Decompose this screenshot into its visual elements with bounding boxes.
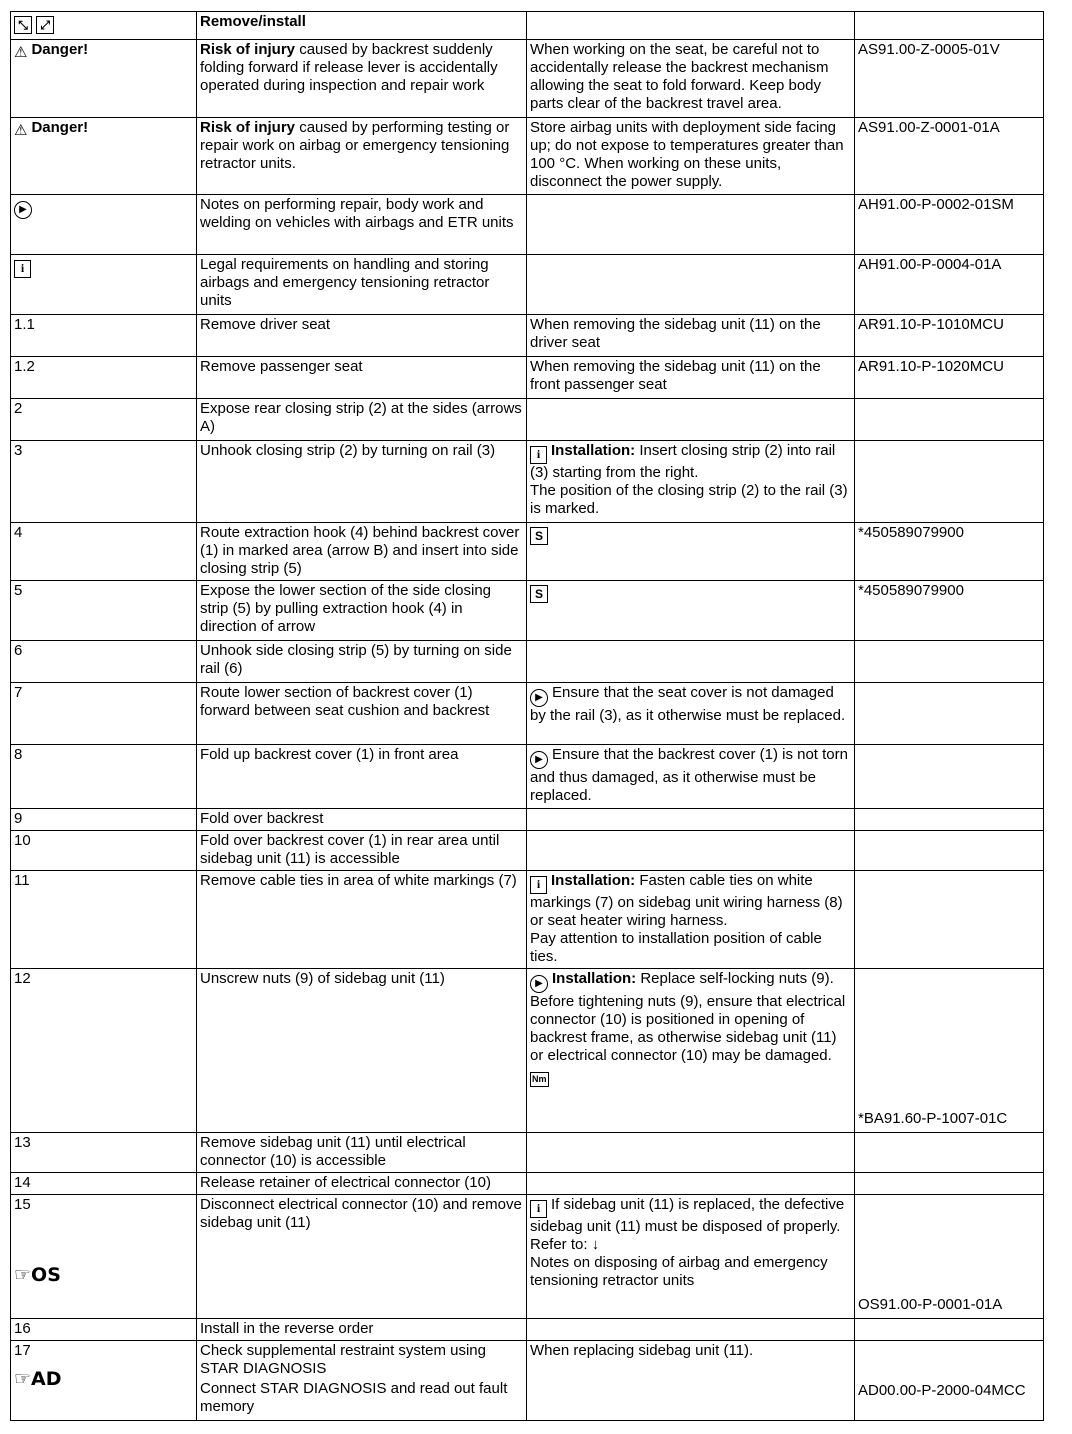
table-row: 5 Expose the lower section of the side closing strip (5) by pulling extraction hook (4) in direction of arrow S *450589079900 bbox=[11, 581, 1044, 641]
table-row: 9 Fold over backrest bbox=[11, 809, 1044, 831]
table-row: 8 Fold up backrest cover (1) in front area ▶ Ensure that the backrest cover (1) is not torn and thus damaged, as it otherwise must be replaced. bbox=[11, 745, 1044, 809]
special-tool-icon: S bbox=[530, 585, 548, 603]
install-icon: ⤢ bbox=[36, 16, 54, 34]
table-row: 1.2 Remove passenger seat When removing the sidebag unit (11) on the front passenger seat AR91.10-P-1020MCU bbox=[11, 357, 1044, 399]
ref-link[interactable]: AH91.00-P-0004-01A bbox=[855, 255, 1044, 315]
table-row: 11 Remove cable ties in area of white markings (7) i Installation: Fasten cable ties on white markings (7) on sidebag unit wiring harness (8) or seat heater wiring harness. Pay attention to installation position of cable ties. bbox=[11, 871, 1044, 969]
header-title: Remove/install bbox=[197, 12, 527, 40]
table-row: 16 Install in the reverse order bbox=[11, 1319, 1044, 1341]
ref-link[interactable]: OS91.00-P-0001-01A bbox=[855, 1195, 1044, 1319]
ref-link[interactable]: AR91.10-P-1020MCU bbox=[855, 357, 1044, 399]
table-row: 12 Unscrew nuts (9) of sidebag unit (11) ▶ Installation: Replace self-locking nuts (9). Before tightening nuts (9), ensure that electrical connector (10) is positioned in opening of backrest frame, as otherwise sidebag unit (11) or electrical connector (10) may be damaged. Nm *BA91.60-P-1007-01C bbox=[11, 969, 1044, 1133]
danger-label: Danger! bbox=[31, 41, 89, 58]
pointing-hand-icon: ☞ bbox=[14, 1368, 32, 1390]
warning-icon: ⚠ bbox=[14, 43, 28, 61]
table-row: 10 Fold over backrest cover (1) in rear area until sidebag unit (11) is accessible bbox=[11, 831, 1044, 871]
table-row: ▶ Notes on performing repair, body work and welding on vehicles with airbags and ETR units AH91.00-P-0002-01SM bbox=[11, 195, 1044, 255]
remove-icon: ⤡ bbox=[14, 16, 32, 34]
table-row: 15 ☞OS Disconnect electrical connector (10) and remove sidebag unit (11) i If sidebag unit (11) is replaced, the defective sidebag unit (11) must be disposed of properly. Refer to: ↓ Notes on disposing of airbag and emergency tensioning retractor units OS91.00-P-0001-01A bbox=[11, 1195, 1044, 1319]
table-row: 3 Unhook closing strip (2) by turning on rail (3) i Installation: Insert closing strip (2) into rail (3) starting from the right. The position of the closing strip (2) to the rail (3) is marked. bbox=[11, 441, 1044, 523]
info-icon: i bbox=[530, 1200, 547, 1218]
table-row: ⚠ Danger! Risk of injury caused by performing testing or repair work on airbag or emergency tensioning retractor units. Store airbag units with deployment side facing up; do not expose to temperatures greater than 100 °C. When working on these units, disconnect the power supply. AS91.00-Z-0001-01A bbox=[11, 118, 1044, 195]
ad-label: AD bbox=[31, 1368, 62, 1390]
table-header-row bbox=[11, 12, 1044, 40]
note-icon: ▶ bbox=[530, 975, 548, 993]
ref-link[interactable]: AR91.10-P-1010MCU bbox=[855, 315, 1044, 357]
arrow-down-icon: ↓ bbox=[591, 1236, 600, 1253]
ref-link[interactable]: AD00.00-P-2000-04MCC bbox=[855, 1341, 1044, 1421]
pointing-hand-icon: ☞ bbox=[14, 1264, 32, 1286]
ref-link[interactable]: *450589079900 bbox=[855, 581, 1044, 641]
ref-link[interactable]: AH91.00-P-0002-01SM bbox=[855, 195, 1044, 255]
table-row: 7 Route lower section of backrest cover (1) forward between seat cushion and backrest ▶ Ensure that the seat cover is not damaged by the rail (3), as it otherwise must be replaced. bbox=[11, 683, 1044, 745]
table-row: i Legal requirements on handling and storing airbags and emergency tensioning retractor units AH91.00-P-0004-01A bbox=[11, 255, 1044, 315]
torque-icon: Nm bbox=[530, 1072, 549, 1087]
table-row: 13 Remove sidebag unit (11) until electrical connector (10) is accessible bbox=[11, 1133, 1044, 1173]
info-icon: i bbox=[530, 876, 547, 894]
danger-label: Danger! bbox=[31, 119, 89, 136]
os-label: OS bbox=[31, 1264, 61, 1286]
ref-link[interactable]: AS91.00-Z-0005-01V bbox=[855, 40, 1044, 118]
table-row: 6 Unhook side closing strip (5) by turning on side rail (6) bbox=[11, 641, 1044, 683]
table-row: 1.1 Remove driver seat When removing the sidebag unit (11) on the driver seat AR91.10-P-1010MCU bbox=[11, 315, 1044, 357]
ref-link[interactable]: *BA91.60-P-1007-01C bbox=[855, 969, 1044, 1133]
ref-link[interactable]: *450589079900 bbox=[855, 523, 1044, 581]
ref-link[interactable]: AS91.00-Z-0001-01A bbox=[855, 118, 1044, 195]
table-row: ⚠ Danger! Risk of injury caused by backrest suddenly folding forward if release lever is accidentally operated during inspection and repair work When working on the seat, be careful not to accidentally release the backrest mechanism allowing the seat to fold forward. Keep body parts clear of the backrest travel area. AS91.00-Z-0005-01V bbox=[11, 40, 1044, 118]
info-icon: i bbox=[530, 446, 547, 464]
table-row: 17 ☞AD Check supplemental restraint system using STAR DIAGNOSIS Connect STAR DIAGNOSIS and read out fault memory When replacing sidebag unit (11). AD00.00-P-2000-04MCC bbox=[11, 1341, 1044, 1421]
info-icon: i bbox=[14, 260, 31, 278]
note-icon: ▶ bbox=[14, 201, 32, 219]
table-row: 4 Route extraction hook (4) behind backrest cover (1) in marked area (arrow B) and insert into side closing strip (5) S *450589079900 bbox=[11, 523, 1044, 581]
warning-icon: ⚠ bbox=[14, 121, 28, 139]
procedure-table bbox=[10, 11, 1044, 1421]
note-icon: ▶ bbox=[530, 689, 548, 707]
special-tool-icon: S bbox=[530, 527, 548, 545]
table-row: 2 Expose rear closing strip (2) at the sides (arrows A) bbox=[11, 399, 1044, 441]
note-icon: ▶ bbox=[530, 751, 548, 769]
table-row: 14 Release retainer of electrical connector (10) bbox=[11, 1173, 1044, 1195]
